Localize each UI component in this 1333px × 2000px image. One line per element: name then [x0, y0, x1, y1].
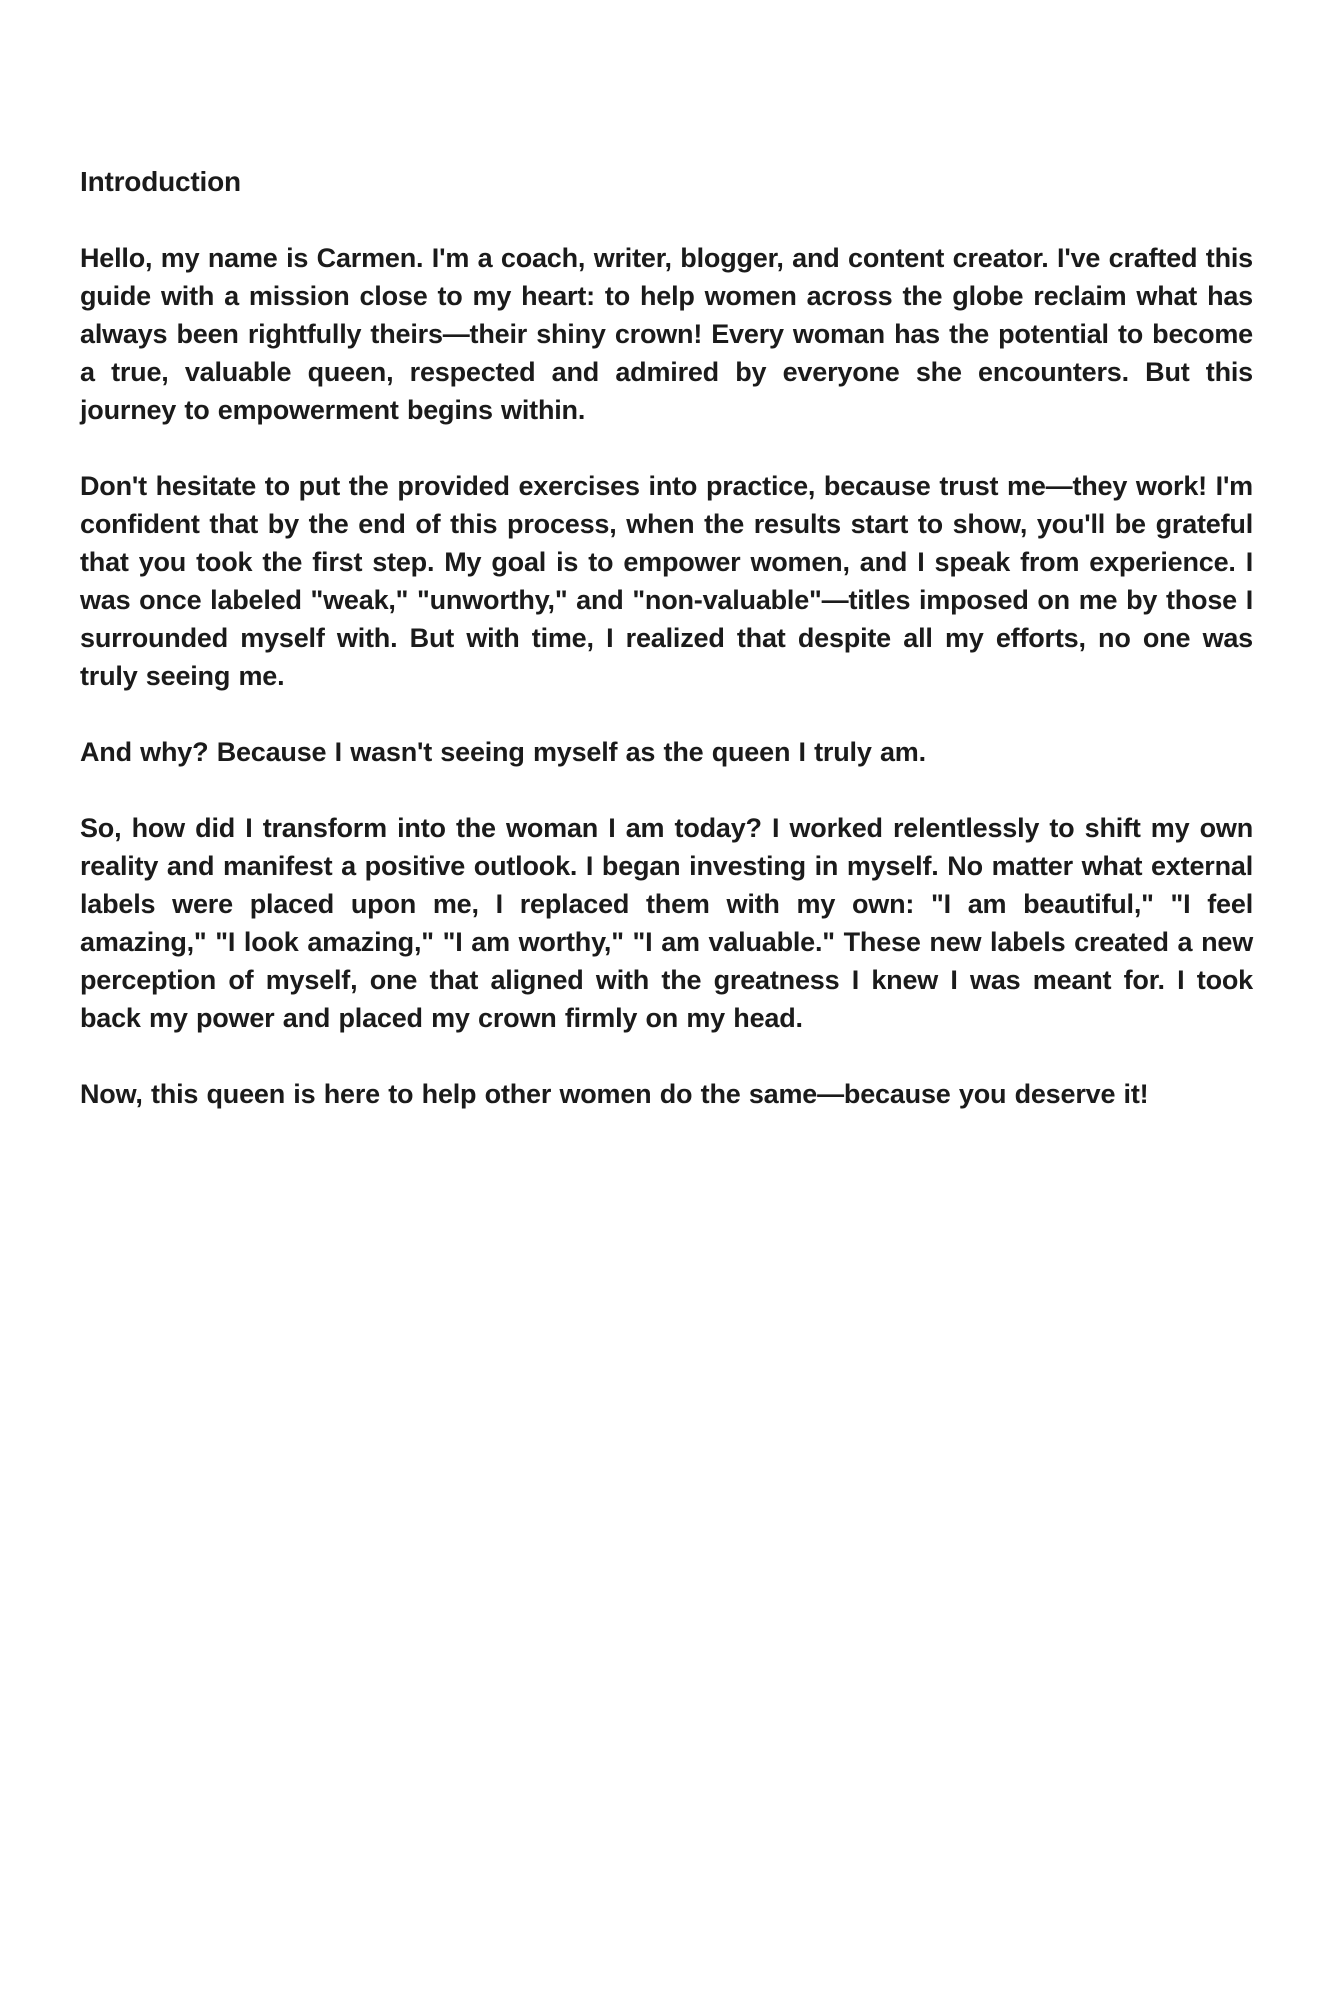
paragraph-exercises: Don't hesitate to put the provided exercises into practice, because trust me—they work! I'm confident that by the end of this process, when the results start to show, you'll be grateful that you took the first step. My goal is to empower women, and I speak from experience. I was once labeled "weak," "unworthy," and "non-valuable"—titles imposed on me by those I surrounded myself with. But with time, I realized that despite all my efforts, no one was truly seeing me. [80, 471, 1253, 691]
section-heading: Introduction [80, 166, 241, 197]
paragraph-why: And why? Because I wasn't seeing myself as the queen I truly am. [80, 737, 926, 767]
paragraph-intro-author: Hello, my name is Carmen. I'm a coach, writer, blogger, and content creator. I've crafted this guide with a mission close to my heart: to help women across the globe reclaim what has always been rightfully theirs—their shiny crown! Every woman has the potential to become a true, valuable queen, respected and admired by everyone she encounters. But this journey to empowerment begins within. [80, 243, 1253, 425]
paragraph-closing: Now, this queen is here to help other women do the same—because you deserve it! [80, 1079, 1149, 1109]
paragraph-transformation: So, how did I transform into the woman I am today? I worked relentlessly to shift my own reality and manifest a positive outlook. I began investing in myself. No matter what external labels were placed upon me, I replaced them with my own: "I am beautiful," "I feel amazing," "I look amazing," "I am worthy," "I am valuable." These new labels created a new perception of myself, one that aligned with the greatness I knew I was meant for. I took back my power and placed my crown firmly on my head. [80, 813, 1253, 1033]
